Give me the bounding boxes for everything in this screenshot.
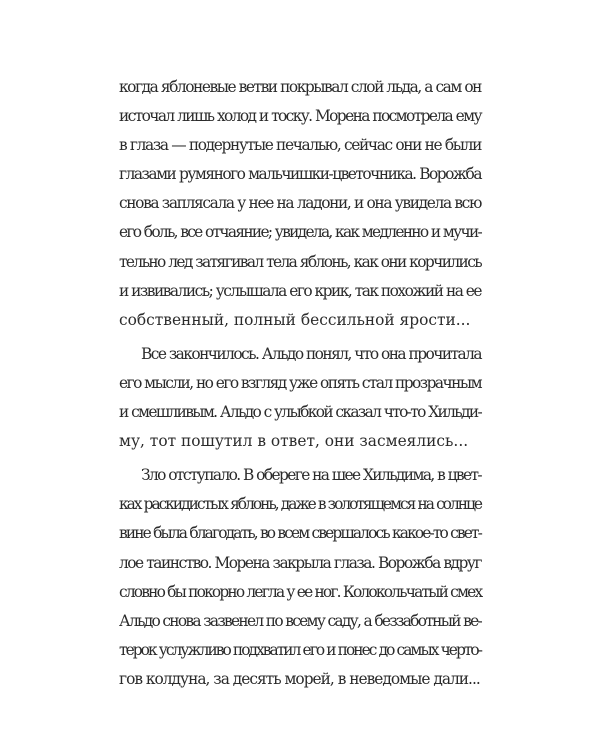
text-line: его боль, все отчаяние; увидела, как медленно и мучи- [119,223,481,242]
text-line: гов колдуна, за десять морей, в неведомые дали... [119,669,480,688]
text-line: когда яблоневые ветви покрывал слой льда, а сам он [119,78,481,96]
text-line: и смешливым. Альдо с улыбкой сказал что-то Хильди- [119,403,481,422]
text-line: снова заплясала у нее на ладони, и она увидела всю [119,194,481,213]
text-line: лое таинство. Морена закрыла глаза. Ворожба вдруг [119,553,481,572]
text-line: тельно лед затягивал тела яблонь, как они корчились [119,252,481,271]
text-line: Альдо снова зазвенел по всему саду, а беззаботный ве- [119,611,481,630]
paragraph-2 [119,340,481,456]
text-line: му, тот пошутил в ответ, они засмеялись... [119,432,469,451]
text-line: Зло отступало. В обереге на шее Хильдима, в цвет- [141,466,481,485]
text-line: вине была благодать, во всем свершалось какое-то свет- [119,524,481,543]
paragraph-1 [119,73,481,335]
text-line: и извивались; услышала его крик, так похожий на ее [119,281,481,300]
text-line: его мысли, но его взгляд уже опять стал прозрачным [119,373,481,392]
text-line: в глаза — подернутые печалью, сейчас они не были [119,136,481,155]
text-line: словно бы покорно легла у ее ног. Колокольчатый смех [119,582,482,601]
text-line: Все закончилось. Альдо понял, что она прочитала [141,344,481,363]
paragraph-3 [119,461,481,694]
text-line: ках раскидистых яблонь, даже в золотящемся на солнце [119,495,481,514]
text-line: терок услужливо подхватил его и понес до самых черто- [119,640,481,659]
text-line: глазами румяного мальчишки-цветочника. Ворожба [119,165,481,184]
body-text [119,73,481,694]
text-line: источал лишь холод и тоску. Морена посмотрела ему [119,107,481,126]
text-line: собственный, полный бессильной ярости... [119,310,471,329]
